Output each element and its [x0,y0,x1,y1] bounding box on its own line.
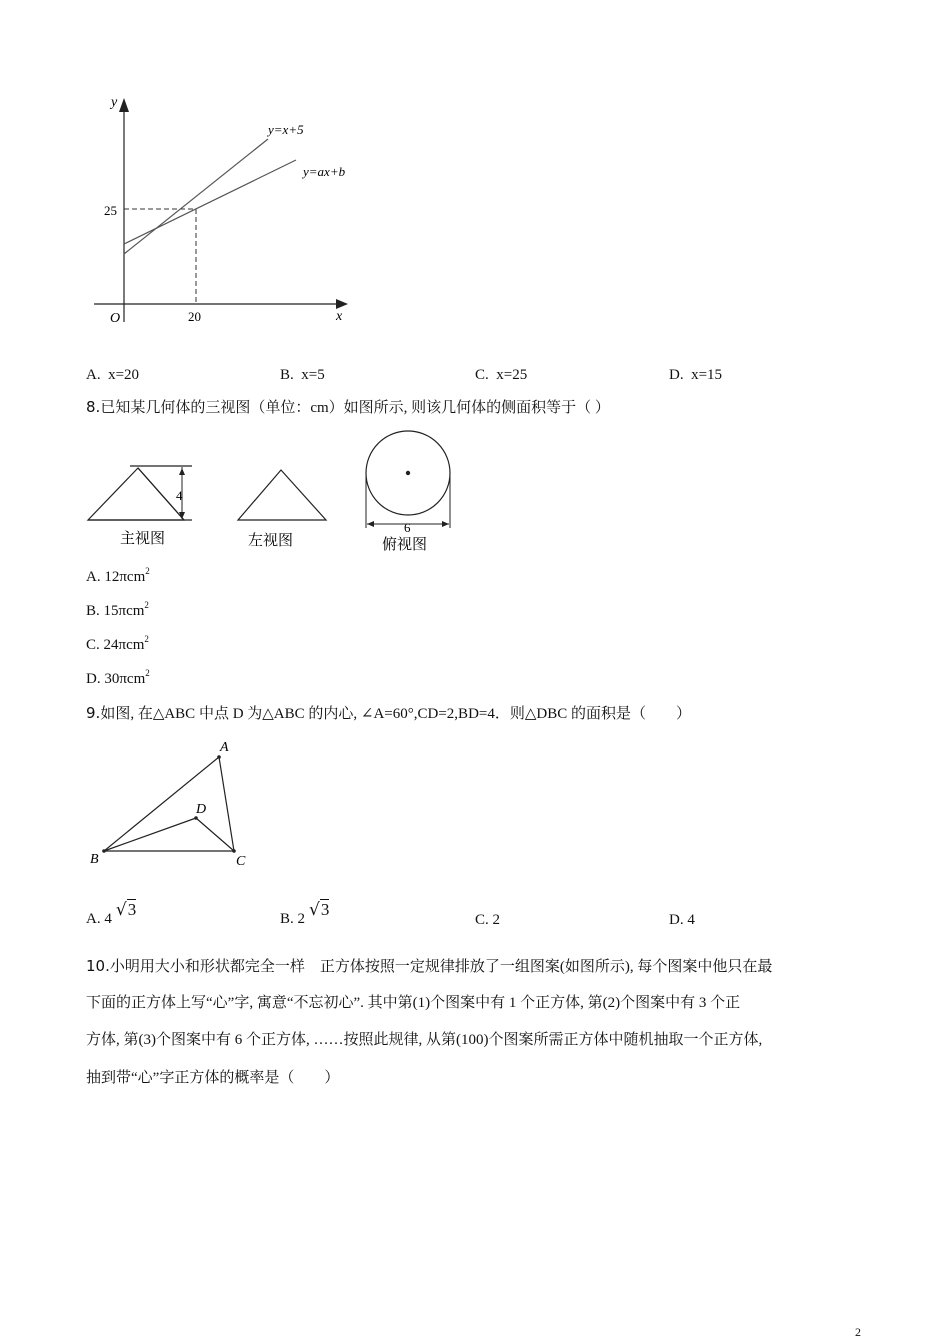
option-exponent: 2 [144,634,149,644]
option-letter: D. [669,367,684,383]
x-axis-arrow [336,299,348,309]
option-value: x=20 [108,367,140,383]
q10-line-2: 下面的正方体上写“心”字, 寓意“不忘初心”. 其中第(1)个图案中有 1 个正方体, 第(2)个图案中有 3 个正 [86,995,741,1011]
option-letter: B. [280,911,294,927]
q10-line-4: 抽到带“心”字正方体的概率是（ ） [86,1070,340,1086]
point-a [217,755,221,759]
option-exponent: 2 [145,566,150,576]
x-axis-label: x [336,309,343,324]
label-a: A [220,740,229,755]
triangle-diagram [86,733,266,873]
segment-bd [104,818,196,851]
segment-dc [196,818,234,851]
top-view-label: 俯视图 [382,535,428,553]
question-number: 10. [86,957,110,975]
option-value: 4 [687,912,695,928]
option-value: x=25 [496,367,528,383]
option-value: 24πcm [103,637,145,653]
option-value: x=15 [691,367,723,383]
option-value: 2 [492,912,501,928]
option-letter: B. [86,603,100,619]
point-c [232,849,236,853]
point-b [102,849,106,853]
option-letter: C. [86,637,100,653]
x-tick-label: 20 [188,309,201,324]
q9-option-a[interactable] [86,900,137,929]
option-letter: D. [86,671,101,687]
triangle-abc [104,757,234,851]
q9-option-b[interactable] [280,900,330,929]
option-letter: C. [475,367,489,383]
q9-option-c[interactable] [475,910,500,930]
option-letter: C. [475,912,489,928]
option-value: x=5 [301,367,325,383]
y-axis-arrow [119,98,129,112]
front-view-triangle [88,468,184,520]
option-exponent: 2 [145,668,150,678]
line1-label: y=x+5 [268,122,304,137]
three-views-diagram [84,428,464,556]
q7-option-b[interactable] [280,365,325,385]
q8-option-a[interactable] [86,567,150,587]
height-arrow-top [179,468,185,475]
option-value: 4 [104,911,112,927]
q7-option-c[interactable] [475,365,527,385]
option-letter: A. [86,911,101,927]
q8-option-d[interactable] [86,669,150,689]
front-view-label: 主视图 [120,529,166,547]
question-text: 小明用大小和形状都完全一样 正方体按照一定规律排放了一组图案(如图所示), 每个图案中他只在最 [109,959,773,975]
option-value: 12πcm [104,569,146,585]
diameter-arrow-left [367,521,374,527]
sqrt-sign: √3 [115,900,137,920]
option-value: 15πcm [103,603,145,619]
option-letter: D. [669,912,684,928]
y-axis-label: y [111,95,118,110]
height-label: 4 [176,488,183,503]
origin-label: O [110,311,121,326]
question-number: 8. [86,398,101,416]
diameter-arrow-right [442,521,449,527]
q9-option-d[interactable] [669,910,695,930]
option-exponent: 2 [144,600,149,610]
q8-option-c[interactable] [86,635,149,655]
radicand: 3 [127,900,137,919]
option-letter: B. [280,367,294,383]
y-tick-label: 25 [104,203,117,218]
question-text: 已知某几何体的三视图（单位：cm）如图所示, 则该几何体的侧面积等于（ ） [100,400,610,416]
radicand: 3 [320,900,330,919]
line2-label: y=ax+b [303,164,346,179]
question-number: 9. [86,704,101,722]
question-text: 如图, 在△ABC 中点 D 为△ABC 的内心, ∠A=60°,CD=2,BD=4．则△DBC 的面积是（ ） [100,706,691,722]
left-view-label: 左视图 [248,531,294,549]
option-value: 30πcm [104,671,146,687]
q9-stem [86,703,691,724]
q10-line-3: 方体, 第(3)个图案中有 6 个正方体, ……按照此规律, 从第(100)个图案所需正方体中随机抽取一个正方体, [86,1032,763,1048]
linear-functions-graph [88,90,368,330]
sqrt-sign: √3 [309,900,330,920]
q7-option-a[interactable] [86,365,139,385]
label-c: C [236,854,246,869]
label-b: B [90,852,99,867]
diameter-label: 6 [404,520,411,535]
option-letter: A. [86,569,101,585]
option-letter: A. [86,367,101,383]
option-value: 2 [297,911,306,927]
line-y-ax-plus-b [124,160,296,244]
label-d: D [196,802,207,817]
page-number: 2 [855,1325,861,1339]
q7-option-d[interactable] [669,365,722,385]
left-view-triangle [238,470,326,520]
top-view-center-dot [406,471,410,475]
q8-option-b[interactable] [86,601,149,621]
q8-stem [86,397,610,418]
q10-line-1 [86,956,866,977]
